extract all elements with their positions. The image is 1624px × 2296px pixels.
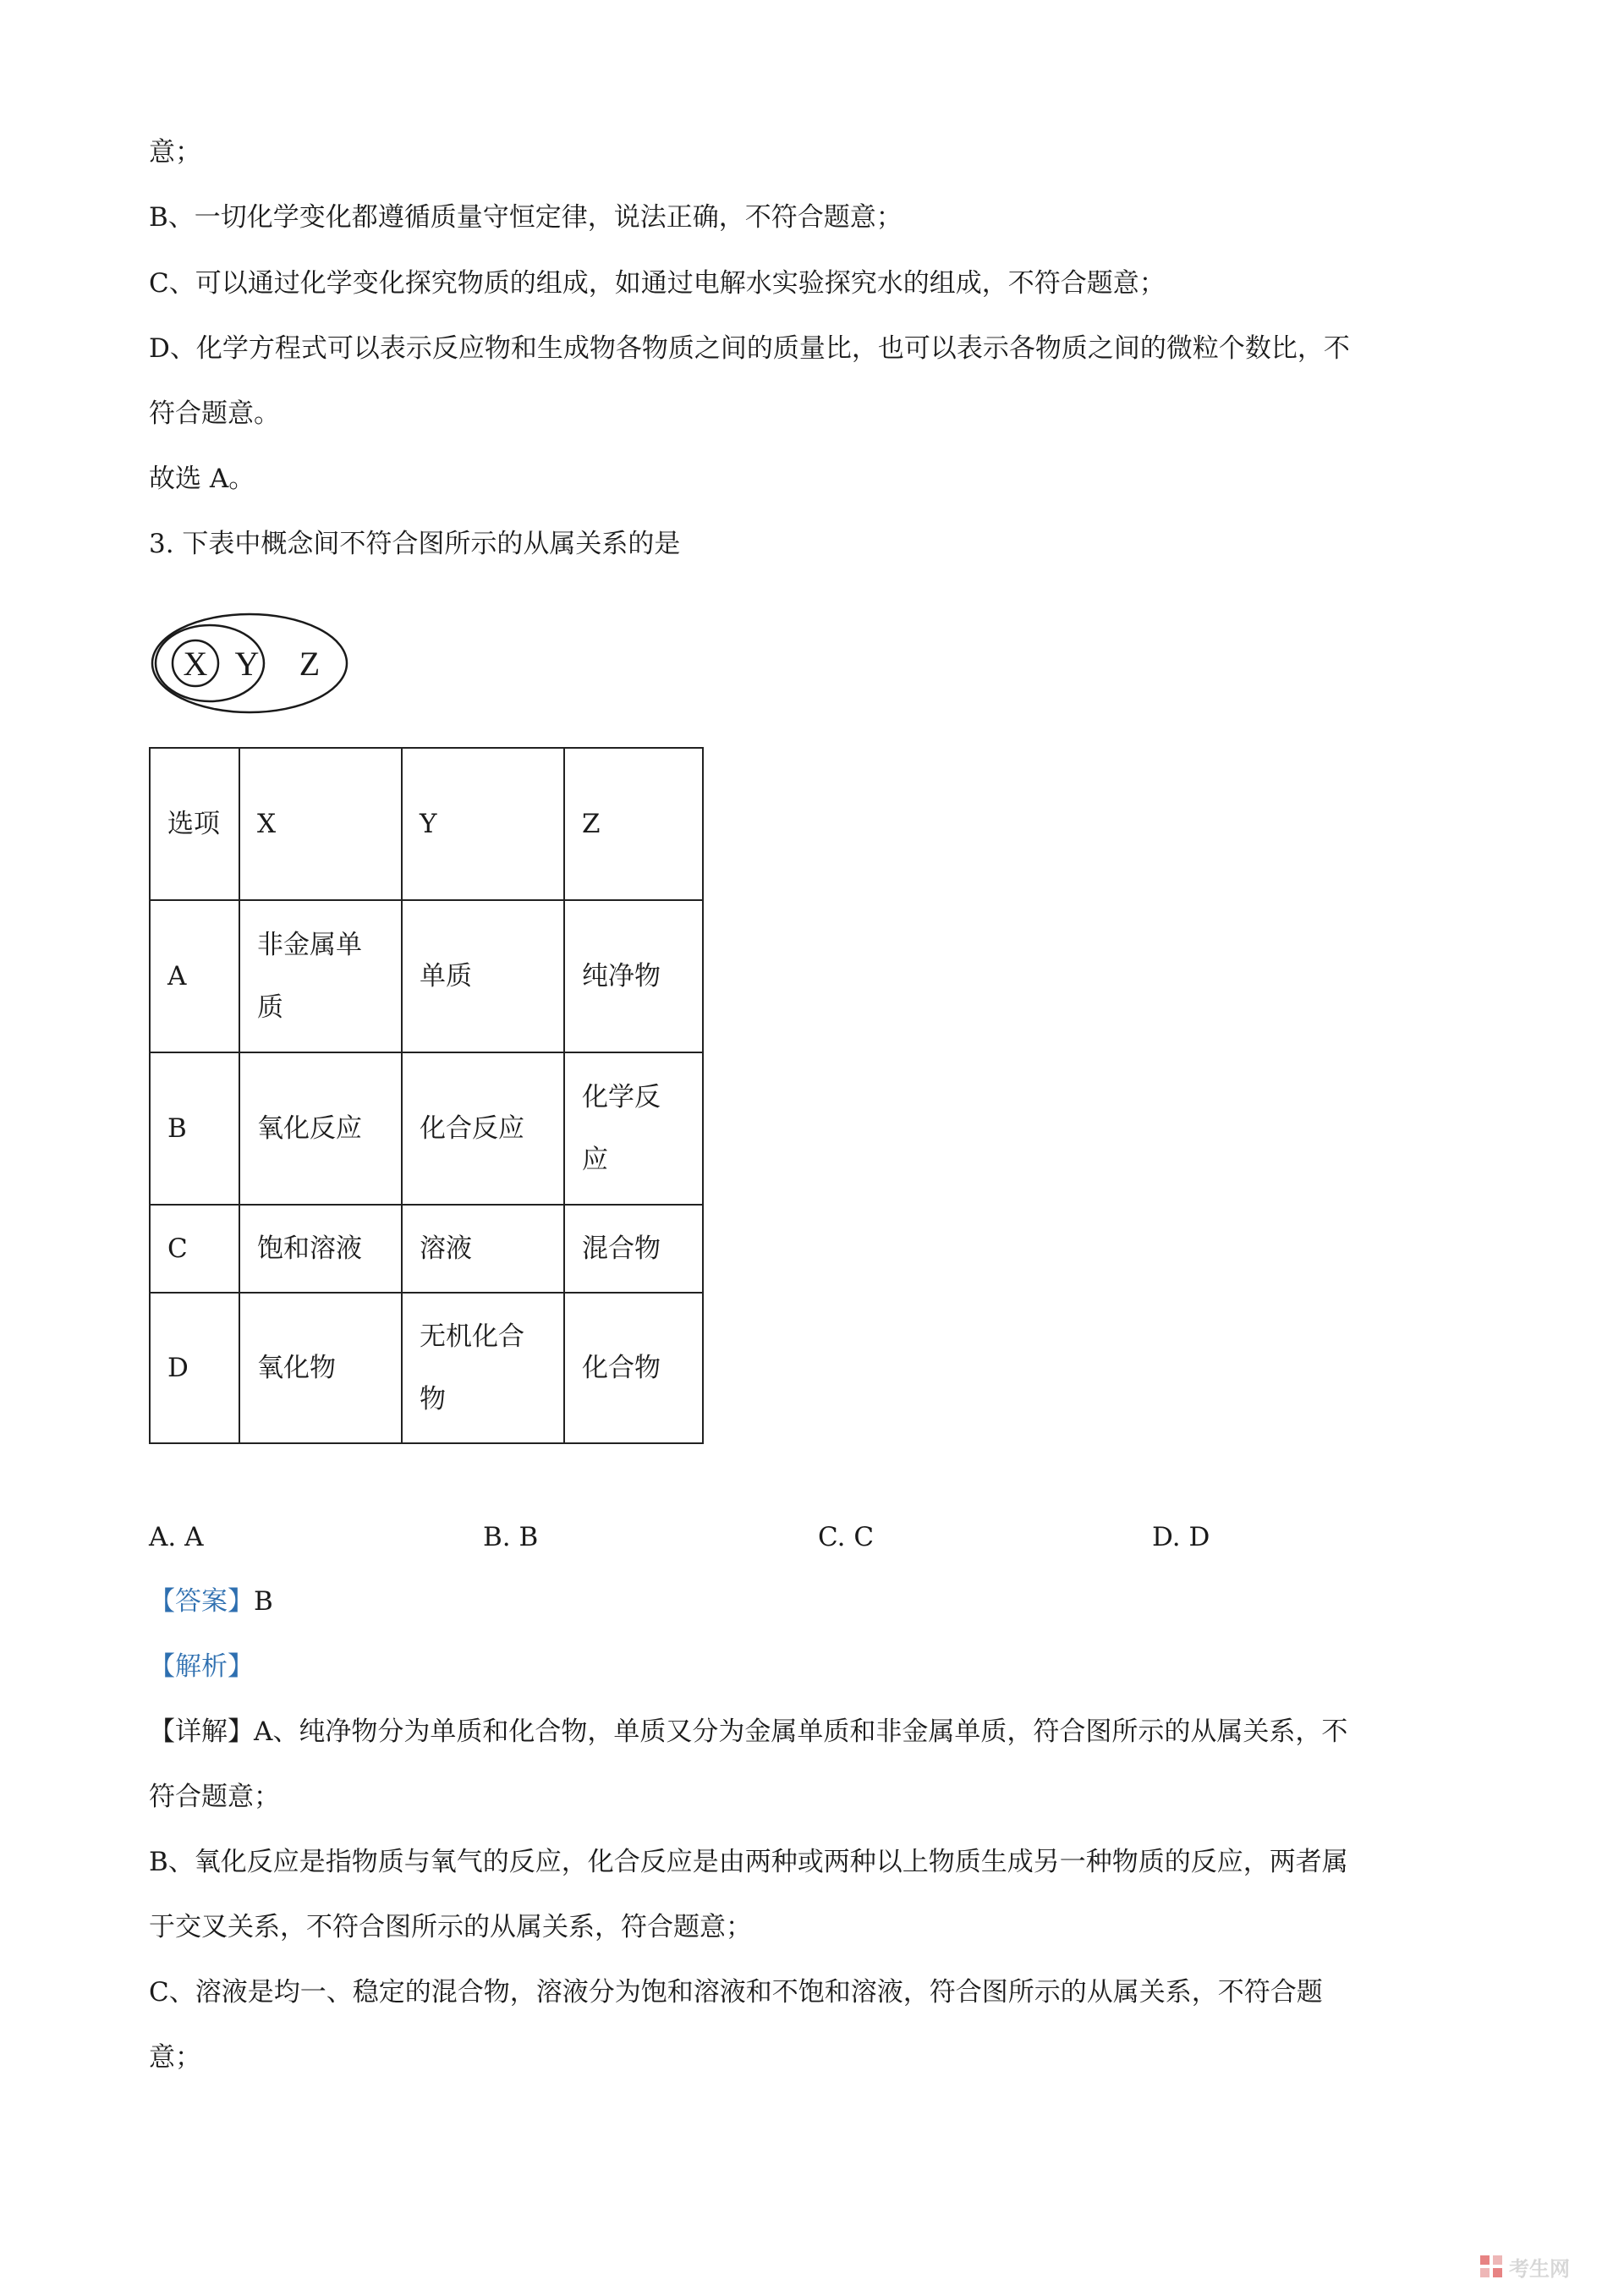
- detail-line: C、溶液是均一、稳定的混合物，溶液分为饱和溶液和不饱和溶液，符合图所示的从属关系，不符合题: [149, 1977, 1323, 2008]
- text-line: C、可以通过化学变化探究物质的组成，如通过电解水实验探究水的组成，不符合题意；: [149, 268, 1166, 299]
- detail-line: 于交叉关系，不符合图所示的从属关系，符合题意；: [149, 1912, 752, 1942]
- text-line: B、一切化学变化都遵循质量守恒定律，说法正确，不符合题意；: [149, 202, 903, 233]
- cell-x: 非金属单质: [239, 900, 402, 1052]
- cell-y: 化合反应: [402, 1052, 564, 1205]
- venn-diagram: [145, 611, 357, 729]
- detail-line: [149, 1715, 1347, 1749]
- cell-z: 化合物: [564, 1293, 703, 1443]
- cell-z: 纯净物: [564, 900, 703, 1052]
- detail-line: 符合题意；: [149, 1782, 280, 1812]
- table-row: [150, 1052, 703, 1205]
- text-line: 符合题意。: [149, 398, 280, 429]
- analysis-label: 【解析】: [149, 1651, 254, 1682]
- cell-z: 混合物: [564, 1205, 703, 1293]
- text-line: D、化学方程式可以表示反应物和生成物各物质之间的质量比，也可以表示各物质之间的微粒个数比，不: [149, 333, 1350, 364]
- cell-z: 化学反应: [564, 1052, 703, 1205]
- table-row: [150, 1205, 703, 1293]
- cell-x: 氧化反应: [239, 1052, 402, 1205]
- watermark-logo-icon: [1479, 2254, 1504, 2279]
- option-cell: C: [150, 1205, 239, 1293]
- answer-line: [149, 1585, 273, 1618]
- cell-y: 单质: [402, 900, 564, 1052]
- choice-d: D. D: [1152, 1522, 1210, 1552]
- question-3-stem: 3. 下表中概念间不符合图所示的从属关系的是: [149, 529, 681, 559]
- detail-text: A、纯净物分为单质和化合物，单质又分为金属单质和非金属单质，符合图所示的从属关系，不: [254, 1717, 1348, 1747]
- table-row: [150, 1293, 703, 1443]
- answer-label: 【答案】: [149, 1586, 254, 1617]
- choice-c: C. C: [818, 1522, 875, 1552]
- header-z: Z: [564, 748, 703, 900]
- choice-a: A. A: [149, 1522, 204, 1552]
- table-header-row: [150, 748, 703, 900]
- header-option: 选项: [150, 748, 239, 900]
- table-row: [150, 900, 703, 1052]
- venn-label-x: X: [183, 645, 208, 683]
- cell-y: 溶液: [402, 1205, 564, 1293]
- text-line: 故选 A。: [149, 464, 255, 494]
- venn-label-z: Z: [299, 645, 321, 683]
- option-cell: B: [150, 1052, 239, 1205]
- cell-x: 氧化物: [239, 1293, 402, 1443]
- detail-label: 【详解】: [149, 1717, 254, 1747]
- detail-line: B、氧化反应是指物质与氧气的反应，化合反应是由两种或两种以上物质生成另一种物质的反应，两者属: [149, 1847, 1348, 1877]
- text-line: 意；: [149, 137, 201, 168]
- detail-line: 意；: [149, 2042, 201, 2073]
- options-table: [149, 747, 704, 1444]
- option-cell: D: [150, 1293, 239, 1443]
- watermark: [1479, 2247, 1605, 2286]
- answer-value: B: [254, 1586, 273, 1617]
- option-cell: A: [150, 900, 239, 1052]
- watermark-text: 考生网: [1509, 2256, 1570, 2281]
- choice-b: B. B: [483, 1522, 539, 1552]
- venn-label-y: Y: [234, 645, 260, 683]
- cell-x: 饱和溶液: [239, 1205, 402, 1293]
- header-x: X: [239, 748, 402, 900]
- cell-y: 无机化合物: [402, 1293, 564, 1443]
- header-y: Y: [402, 748, 564, 900]
